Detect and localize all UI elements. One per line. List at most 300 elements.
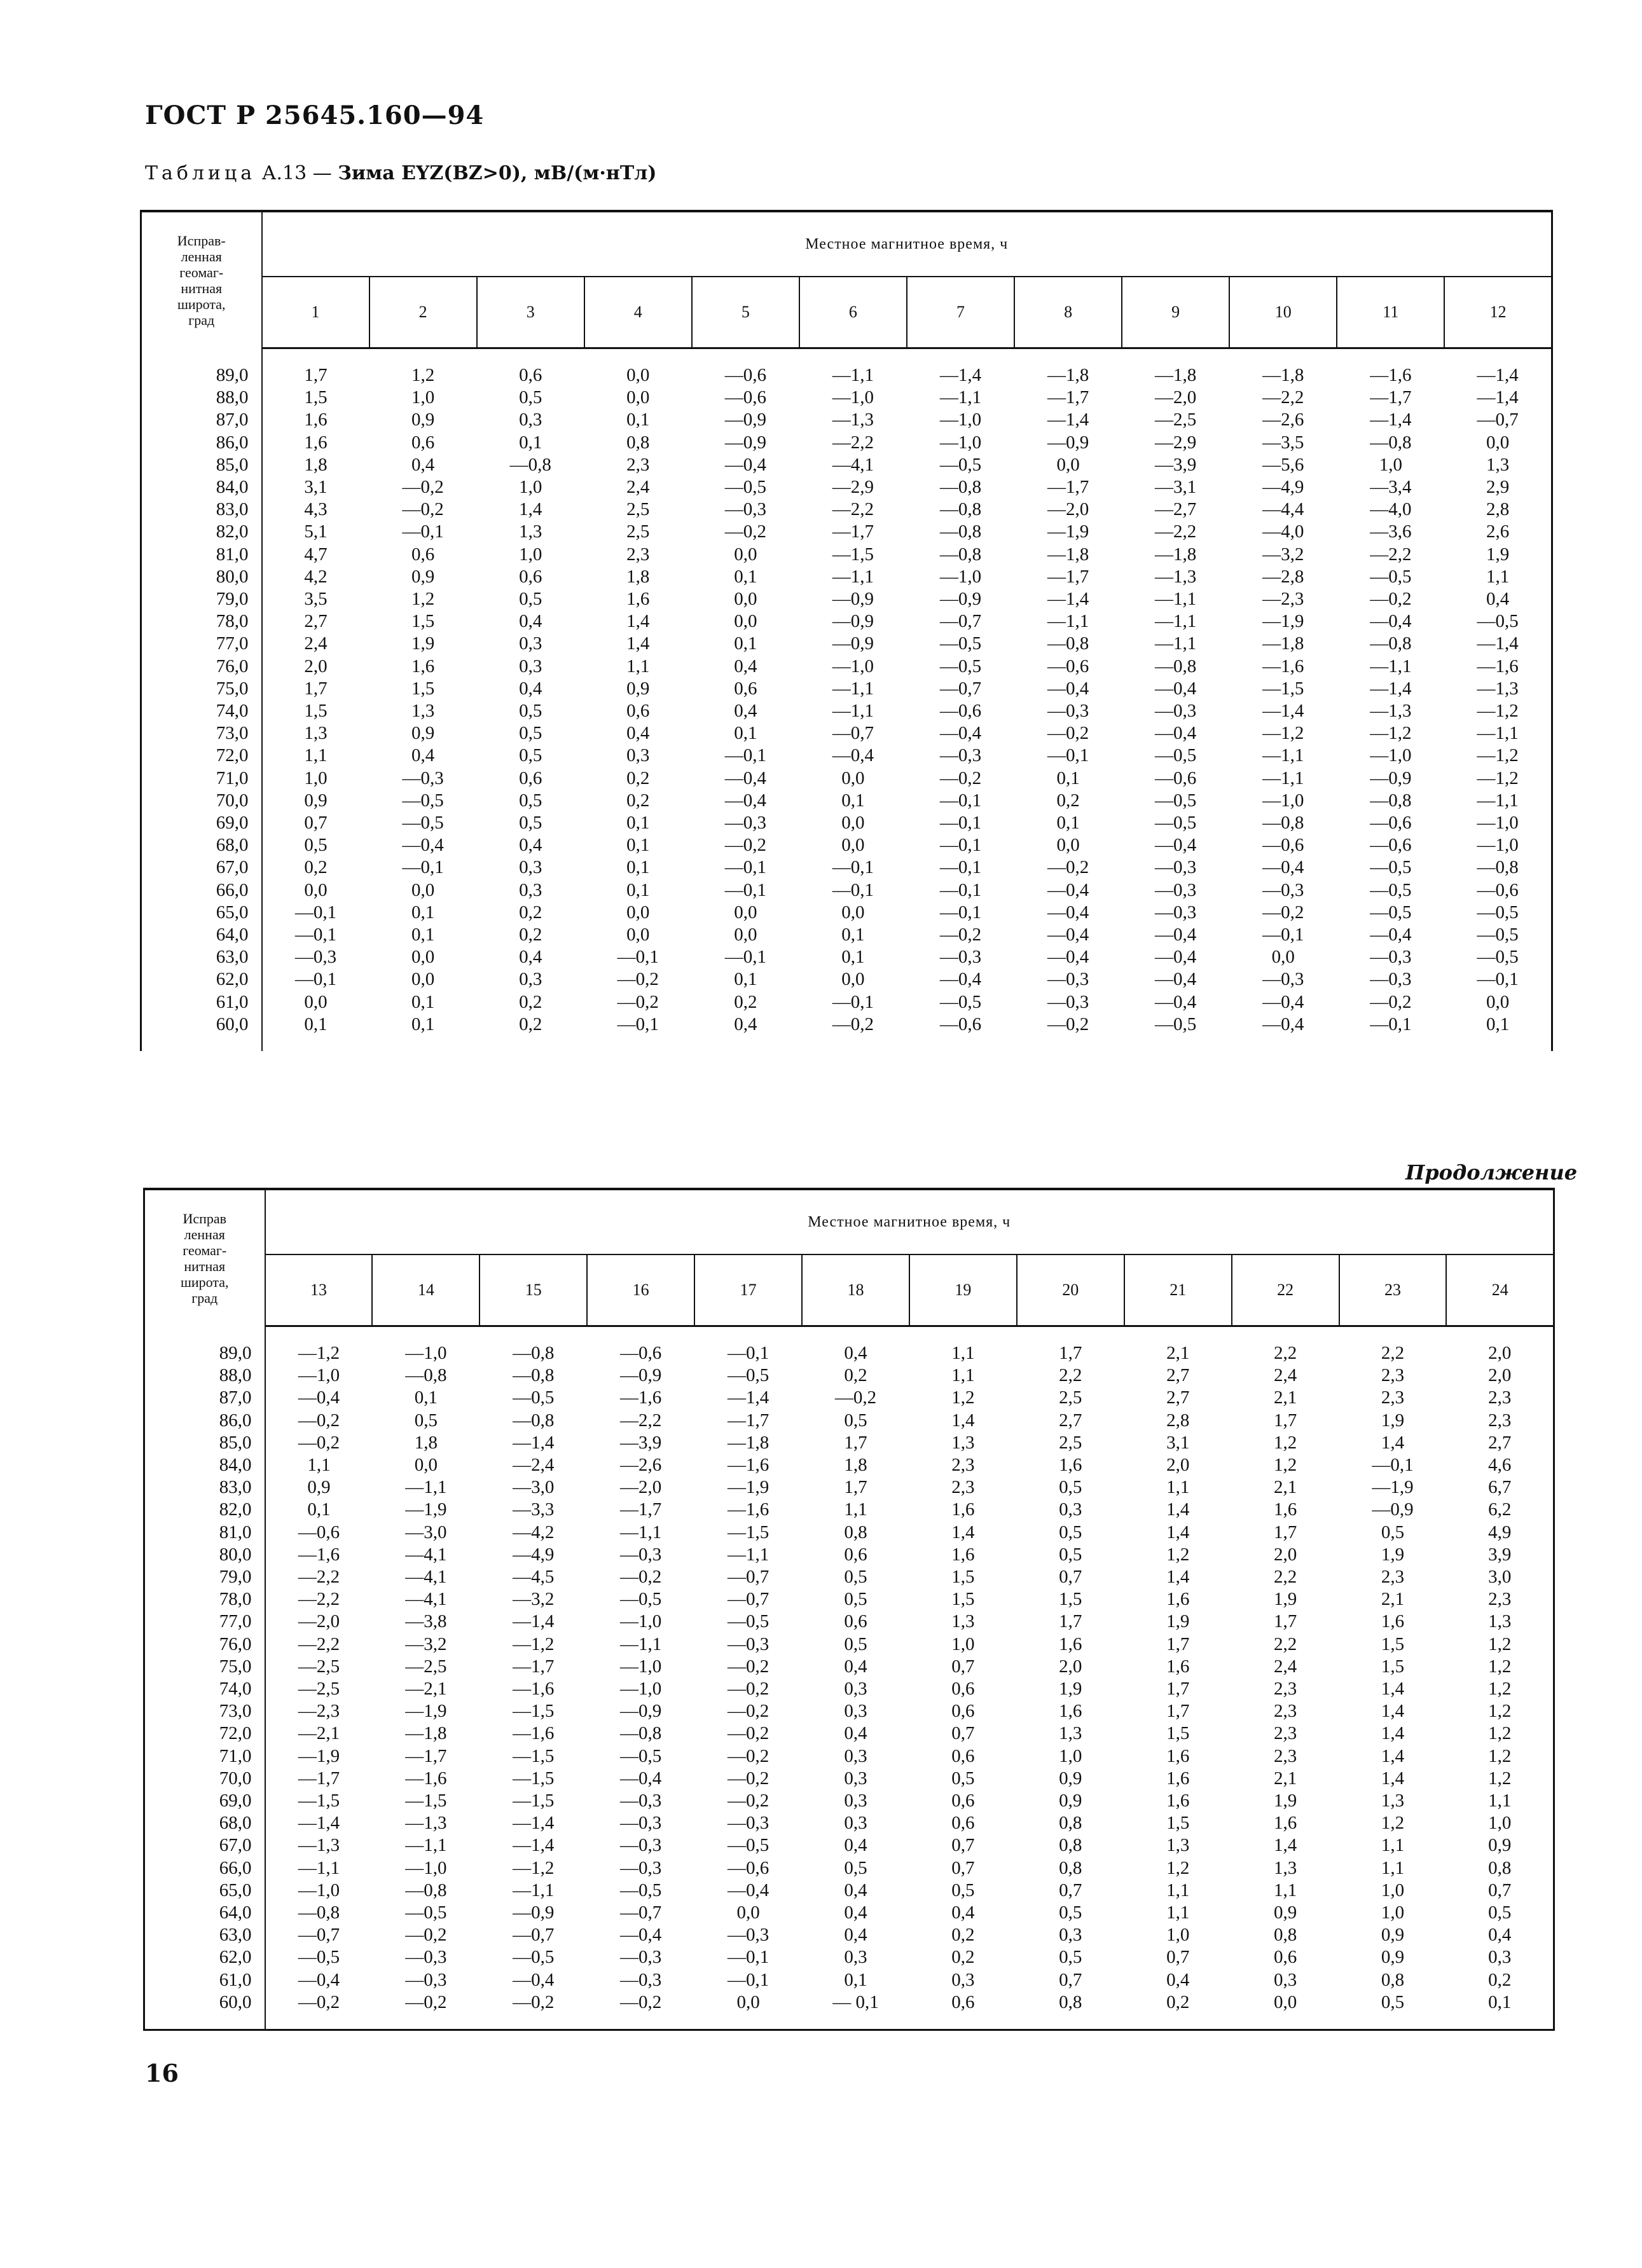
value-cell: 0,2 <box>734 991 757 1012</box>
value-cell: —0,5 <box>727 1365 769 1386</box>
value-cell: —0,2 <box>727 1745 769 1766</box>
spacer-cell <box>802 1326 909 1343</box>
value-cell: —0,2 <box>1047 723 1089 744</box>
value-cell: —1,3 <box>1477 678 1519 699</box>
value-cell: 0,2 <box>1488 1969 1512 1990</box>
value-cell: 1,8 <box>844 1455 867 1476</box>
value-cell: 1,5 <box>304 701 328 722</box>
value-cell: 0,4 <box>844 1902 867 1923</box>
value-cell: —1,4 <box>513 1835 555 1856</box>
value-cell: —0,8 <box>405 1365 447 1386</box>
value-cell: 2,2 <box>1381 1343 1405 1363</box>
value-cell: —0,3 <box>939 745 982 766</box>
value-cell: 0,1 <box>734 723 757 744</box>
value-cell: —0,1 <box>939 902 982 923</box>
value-cell: —0,1 <box>832 857 874 878</box>
value-cell: 1,8 <box>626 566 650 587</box>
value-cell: 3,9 <box>1488 1544 1512 1565</box>
value-cell: 0,2 <box>1056 790 1080 811</box>
value-cell: —1,6 <box>1262 656 1304 677</box>
value-cell: —0,2 <box>405 1925 447 1946</box>
table-caption <box>145 162 657 184</box>
value-cell: —1,5 <box>513 1745 555 1766</box>
latitude-column-header <box>141 211 262 348</box>
value-cell: 1,5 <box>951 1589 975 1610</box>
value-cell: 6,2 <box>1488 1499 1512 1520</box>
spacer-cell <box>1446 1326 1554 1343</box>
value-cell: 0,4 <box>844 1656 867 1677</box>
latitude-cell: 60,0 <box>144 1991 265 2014</box>
hour-column-header: 11 <box>1337 277 1444 348</box>
value-cell: —0,4 <box>832 745 874 766</box>
value-cell: 0,1 <box>844 1969 867 1990</box>
value-cell: 1,4 <box>626 611 650 632</box>
value-cell: —2,2 <box>1155 521 1197 542</box>
value-cell: —1,0 <box>620 1611 662 1632</box>
value-cell: —0,4 <box>724 454 766 475</box>
value-cell: —0,4 <box>1047 879 1089 900</box>
value-cell: —0,8 <box>1370 790 1412 811</box>
spacer-cell <box>1339 1326 1447 1343</box>
latitude-cell: 68,0 <box>141 834 262 856</box>
value-cell: —0,1 <box>939 857 982 878</box>
value-cell: —1,1 <box>832 365 874 385</box>
value-cell: — 0,1 <box>832 1991 879 2012</box>
spacer-cell <box>1122 348 1229 365</box>
latitude-header-line: широта, <box>180 1274 229 1290</box>
value-cell: —0,2 <box>298 1410 340 1431</box>
value-cell: —0,3 <box>1370 969 1412 990</box>
value-cell: 4,3 <box>304 499 328 520</box>
value-cell: 0,7 <box>1059 1880 1082 1900</box>
value-cell: —0,1 <box>402 521 444 542</box>
value-cell: —0,4 <box>402 835 444 856</box>
value-cell: 0,4 <box>951 1902 975 1923</box>
latitude-cell: 81,0 <box>141 544 262 566</box>
spacer-cell <box>692 1036 799 1051</box>
value-cell: 1,4 <box>626 633 650 654</box>
value-cell: —1,5 <box>832 544 874 565</box>
value-cell: —0,6 <box>1370 813 1412 834</box>
caption-title: Зима EYZ(BZ>0), мВ/(м·нТл) <box>338 162 657 184</box>
value-cell: —1,6 <box>298 1544 340 1565</box>
spacer-cell <box>694 1326 802 1343</box>
value-cell: —0,2 <box>405 1991 447 2012</box>
value-cell: —1,1 <box>1155 611 1197 632</box>
value-cell: 0,5 <box>519 701 542 722</box>
value-cell: —1,1 <box>832 566 874 587</box>
value-cell: 0,0 <box>411 947 435 968</box>
value-cell: 1,0 <box>519 477 542 498</box>
value-cell: 1,7 <box>844 1477 867 1498</box>
value-cell: —0,3 <box>727 1925 769 1946</box>
value-cell: 0,5 <box>844 1589 867 1610</box>
hour-column-header: 21 <box>1124 1254 1232 1326</box>
value-cell: —0,2 <box>1370 991 1412 1012</box>
latitude-cell: 67,0 <box>141 856 262 879</box>
value-cell: 0,1 <box>1488 1991 1512 2012</box>
value-cell: 0,2 <box>519 1014 542 1034</box>
value-cell: —1,4 <box>1262 701 1304 722</box>
value-cell: 0,6 <box>951 1745 975 1766</box>
value-cell: 0,1 <box>626 879 650 900</box>
value-cell: 0,5 <box>519 813 542 834</box>
value-cell: 1,3 <box>411 701 435 722</box>
value-cell: 0,5 <box>844 1633 867 1654</box>
value-cell: 2,3 <box>1273 1679 1297 1700</box>
latitude-cell: 70,0 <box>141 790 262 812</box>
value-cell: 1,1 <box>844 1499 867 1520</box>
value-cell: 1,0 <box>304 767 328 788</box>
value-cell: —1,1 <box>1370 656 1412 677</box>
value-cell: 0,1 <box>1056 767 1080 788</box>
value-cell: 1,8 <box>414 1432 438 1453</box>
value-cell: —0,4 <box>1370 924 1412 945</box>
value-cell: 2,3 <box>951 1455 975 1476</box>
value-cell: —0,5 <box>1477 611 1519 632</box>
value-cell: —0,4 <box>1155 969 1197 990</box>
value-cell: —1,9 <box>405 1499 447 1520</box>
value-cell: 1,2 <box>1273 1455 1297 1476</box>
value-cell: 1,1 <box>1486 566 1510 587</box>
latitude-cell: 68,0 <box>144 1812 265 1834</box>
spacer-cell <box>1444 348 1552 365</box>
value-cell: —0,2 <box>724 835 766 856</box>
value-cell: —0,7 <box>939 611 982 632</box>
value-cell: 1,6 <box>1059 1701 1082 1722</box>
value-cell: —0,2 <box>513 1991 555 2012</box>
value-cell: —1,7 <box>298 1768 340 1789</box>
value-cell: 0,7 <box>1166 1947 1190 1968</box>
value-cell: 1,4 <box>1166 1522 1190 1543</box>
value-cell: —1,4 <box>513 1813 555 1834</box>
value-cell: 0,0 <box>734 902 757 923</box>
value-cell: 0,1 <box>1486 1014 1510 1034</box>
table-row <box>141 387 1552 409</box>
latitude-cell: 80,0 <box>144 1544 265 1566</box>
value-cell: 0,3 <box>1059 1499 1082 1520</box>
value-cell: —0,3 <box>1155 857 1197 878</box>
value-cell: —0,1 <box>724 857 766 878</box>
value-cell: 2,3 <box>1273 1723 1297 1744</box>
value-cell: —0,3 <box>1155 902 1197 923</box>
table-row <box>141 656 1552 678</box>
value-cell: 2,7 <box>1166 1365 1190 1386</box>
table-row <box>141 700 1552 722</box>
value-cell: —0,3 <box>1262 969 1304 990</box>
value-cell: 0,8 <box>1381 1969 1405 1990</box>
table-row <box>141 521 1552 543</box>
value-cell: —0,4 <box>513 1969 555 1990</box>
value-cell: —2,0 <box>1155 387 1197 408</box>
value-cell: 1,7 <box>1273 1611 1297 1632</box>
value-cell: —0,5 <box>1477 902 1519 923</box>
value-cell: —0,3 <box>620 1813 662 1834</box>
value-cell: —0,3 <box>402 767 444 788</box>
latitude-cell: 74,0 <box>141 700 262 722</box>
value-cell: 1,6 <box>1059 1455 1082 1476</box>
hour-column-header: 1 <box>262 277 369 348</box>
value-cell: —0,6 <box>1155 767 1197 788</box>
latitude-cell: 66,0 <box>144 1857 265 1880</box>
value-cell: —2,0 <box>620 1477 662 1498</box>
spacer-cell <box>909 2014 1017 2030</box>
table-row <box>144 1768 1554 1790</box>
spacer-cell <box>141 1036 262 1051</box>
value-cell: —0,6 <box>1477 879 1519 900</box>
value-cell: 2,4 <box>1273 1365 1297 1386</box>
value-cell: 1,0 <box>1059 1745 1082 1766</box>
value-cell: 0,1 <box>304 1014 328 1034</box>
value-cell: —1,9 <box>405 1701 447 1722</box>
value-cell: 1,6 <box>1166 1790 1190 1811</box>
latitude-cell: 61,0 <box>141 991 262 1014</box>
table-row <box>141 856 1552 879</box>
value-cell: —0,8 <box>1262 813 1304 834</box>
table-row <box>144 1991 1554 2014</box>
spacer-cell <box>1017 1326 1124 1343</box>
value-cell: —1,5 <box>727 1522 769 1543</box>
latitude-cell: 89,0 <box>141 364 262 387</box>
value-cell: —0,8 <box>405 1880 447 1900</box>
value-cell: —3,0 <box>513 1477 555 1498</box>
value-cell: 0,4 <box>1486 589 1510 610</box>
table-row <box>144 1454 1554 1476</box>
latitude-header-line: град <box>191 1289 218 1306</box>
value-cell: —0,1 <box>727 1947 769 1968</box>
value-cell: 1,2 <box>1488 1656 1512 1677</box>
value-cell: —0,8 <box>1155 656 1197 677</box>
value-cell: 0,9 <box>411 566 435 587</box>
table-row <box>141 588 1552 610</box>
value-cell: 0,0 <box>736 1902 760 1923</box>
value-cell: —1,7 <box>1047 477 1089 498</box>
value-cell: —4,2 <box>513 1522 555 1543</box>
latitude-cell: 74,0 <box>144 1678 265 1700</box>
value-cell: —0,1 <box>294 969 337 990</box>
value-cell: —0,5 <box>1155 1014 1197 1034</box>
value-cell: 0,4 <box>844 1343 867 1363</box>
value-cell: —3,5 <box>1262 432 1304 453</box>
value-cell: 0,5 <box>1488 1902 1512 1923</box>
value-cell: 0,4 <box>1166 1969 1190 1990</box>
table-row <box>144 1902 1554 1924</box>
value-cell: —0,2 <box>620 1991 662 2012</box>
value-cell: —3,2 <box>405 1633 447 1654</box>
value-cell: 2,0 <box>1488 1365 1512 1386</box>
value-cell: 0,1 <box>734 633 757 654</box>
value-cell: —0,2 <box>402 499 444 520</box>
value-cell: 1,5 <box>1381 1633 1405 1654</box>
value-cell: —0,1 <box>294 924 337 945</box>
table-row <box>141 610 1552 633</box>
value-cell: —1,3 <box>298 1835 340 1856</box>
spacer-cell <box>692 348 799 365</box>
value-cell: —1,8 <box>1262 365 1304 385</box>
spacer-cell <box>144 1326 265 1343</box>
value-cell: —1,4 <box>1047 409 1089 430</box>
value-cell: —0,8 <box>939 477 982 498</box>
value-cell: 0,2 <box>519 902 542 923</box>
value-cell: 0,5 <box>519 745 542 766</box>
table-row <box>141 409 1552 431</box>
value-cell: —0,1 <box>1370 1014 1412 1034</box>
table-row <box>141 544 1552 566</box>
value-cell: —0,2 <box>1370 589 1412 610</box>
value-cell: 0,1 <box>411 1014 435 1034</box>
value-cell: —1,2 <box>1477 767 1519 788</box>
latitude-cell: 80,0 <box>141 566 262 588</box>
value-cell: —5,6 <box>1262 454 1304 475</box>
value-cell: —1,2 <box>1477 745 1519 766</box>
spacer-cell <box>587 2014 694 2030</box>
spacer-cell <box>909 1326 1017 1343</box>
value-cell: 0,6 <box>519 365 542 385</box>
value-cell: —1,9 <box>1047 521 1089 542</box>
table-row <box>144 1722 1554 1745</box>
value-cell: —4,9 <box>513 1544 555 1565</box>
spacer-cell <box>265 1326 373 1343</box>
value-cell: 0,7 <box>951 1835 975 1856</box>
value-cell: —0,6 <box>620 1343 662 1363</box>
value-cell: —0,7 <box>727 1589 769 1610</box>
value-cell: 1,1 <box>1273 1880 1297 1900</box>
value-cell: —0,4 <box>1155 835 1197 856</box>
latitude-cell: 73,0 <box>144 1700 265 1722</box>
value-cell: 0,5 <box>1381 1522 1405 1543</box>
latitude-cell: 64,0 <box>141 924 262 946</box>
value-cell: 0,4 <box>519 611 542 632</box>
value-cell: 0,3 <box>1059 1925 1082 1946</box>
value-cell: 2,7 <box>1488 1432 1512 1453</box>
value-cell: 0,4 <box>411 745 435 766</box>
value-cell: 2,6 <box>1486 521 1510 542</box>
value-cell: 1,6 <box>1166 1745 1190 1766</box>
value-cell: —3,8 <box>405 1611 447 1632</box>
value-cell: 1,8 <box>304 454 328 475</box>
value-cell: —1,0 <box>939 409 982 430</box>
table-row <box>141 879 1552 902</box>
latitude-cell: 88,0 <box>141 387 262 409</box>
spacer-cell <box>799 348 907 365</box>
value-cell: —2,5 <box>298 1679 340 1700</box>
value-cell: —1,4 <box>1047 589 1089 610</box>
value-cell: —0,2 <box>727 1679 769 1700</box>
table-row <box>144 1790 1554 1812</box>
value-cell: 1,4 <box>1381 1679 1405 1700</box>
value-cell: —0,4 <box>1047 902 1089 923</box>
value-cell: 0,4 <box>626 723 650 744</box>
value-cell: —2,9 <box>1155 432 1197 453</box>
value-cell: —0,5 <box>939 633 982 654</box>
latitude-cell: 69,0 <box>144 1790 265 1812</box>
value-cell: —0,4 <box>939 723 982 744</box>
value-cell: 2,8 <box>1486 499 1510 520</box>
value-cell: 1,1 <box>1166 1902 1190 1923</box>
spacer-cell <box>479 2014 587 2030</box>
spacer-cell <box>1446 2014 1554 2030</box>
value-cell: —1,4 <box>1477 387 1519 408</box>
value-cell: 0,5 <box>844 1567 867 1588</box>
value-cell: —4,1 <box>405 1567 447 1588</box>
value-cell: 2,7 <box>304 611 328 632</box>
value-cell: 0,4 <box>844 1835 867 1856</box>
value-cell: 6,7 <box>1488 1477 1512 1498</box>
value-cell: —1,0 <box>1477 813 1519 834</box>
value-cell: 1,7 <box>304 365 328 385</box>
latitude-cell: 66,0 <box>141 879 262 902</box>
value-cell: 1,4 <box>1381 1768 1405 1789</box>
spacer-cell <box>372 2014 479 2030</box>
value-cell: —0,8 <box>939 544 982 565</box>
value-cell: 0,9 <box>1488 1835 1512 1856</box>
value-cell: —0,2 <box>727 1723 769 1744</box>
latitude-cell: 86,0 <box>144 1410 265 1432</box>
table-row <box>144 1410 1554 1432</box>
value-cell: —0,5 <box>1155 745 1197 766</box>
value-cell: —0,3 <box>620 1790 662 1811</box>
value-cell: 0,3 <box>844 1679 867 1700</box>
value-cell: —2,2 <box>298 1633 340 1654</box>
table-row <box>141 566 1552 588</box>
value-cell: 0,5 <box>1059 1947 1082 1968</box>
value-cell: —0,2 <box>834 1387 877 1408</box>
value-cell: —0,3 <box>727 1813 769 1834</box>
value-cell: —0,2 <box>939 767 982 788</box>
value-cell: —0,5 <box>939 454 982 475</box>
value-cell: —1,1 <box>405 1835 447 1856</box>
value-cell: 2,5 <box>626 521 650 542</box>
value-cell: —0,1 <box>727 1343 769 1363</box>
value-cell: —1,1 <box>1477 723 1519 744</box>
value-cell: 2,1 <box>1273 1768 1297 1789</box>
table-row <box>144 1969 1554 1991</box>
value-cell: 2,3 <box>1488 1589 1512 1610</box>
value-cell: 1,5 <box>1059 1589 1082 1610</box>
value-cell: 1,9 <box>1273 1589 1297 1610</box>
latitude-cell: 83,0 <box>144 1476 265 1499</box>
latitude-header-line: геомаг- <box>179 264 224 280</box>
spacer-cell <box>1124 1326 1232 1343</box>
hour-column-header: 19 <box>909 1254 1017 1326</box>
value-cell: —1,0 <box>832 656 874 677</box>
value-cell: —0,1 <box>617 947 659 968</box>
value-cell: —1,8 <box>1155 544 1197 565</box>
value-cell: 0,1 <box>411 991 435 1012</box>
value-cell: —0,5 <box>939 656 982 677</box>
value-cell: 0,6 <box>519 767 542 788</box>
spacer-cell <box>1122 1036 1229 1051</box>
spacer-cell <box>1232 2014 1339 2030</box>
value-cell: 2,5 <box>626 499 650 520</box>
value-cell: 0,0 <box>626 924 650 945</box>
value-cell: —0,8 <box>298 1902 340 1923</box>
value-cell: —1,6 <box>1370 365 1412 385</box>
value-cell: 2,5 <box>1059 1432 1082 1453</box>
value-cell: 1,3 <box>1486 454 1510 475</box>
value-cell: 1,2 <box>1488 1633 1512 1654</box>
value-cell: 1,0 <box>1381 1902 1405 1923</box>
value-cell: 5,1 <box>304 521 328 542</box>
value-cell: —0,1 <box>832 991 874 1012</box>
latitude-cell: 77,0 <box>144 1611 265 1633</box>
table-row <box>144 1387 1554 1409</box>
value-cell: 0,1 <box>734 969 757 990</box>
value-cell: —1,4 <box>1370 409 1412 430</box>
value-cell: 1,0 <box>1166 1925 1190 1946</box>
page-number: 16 <box>145 2059 179 2087</box>
table-row <box>144 1678 1554 1700</box>
